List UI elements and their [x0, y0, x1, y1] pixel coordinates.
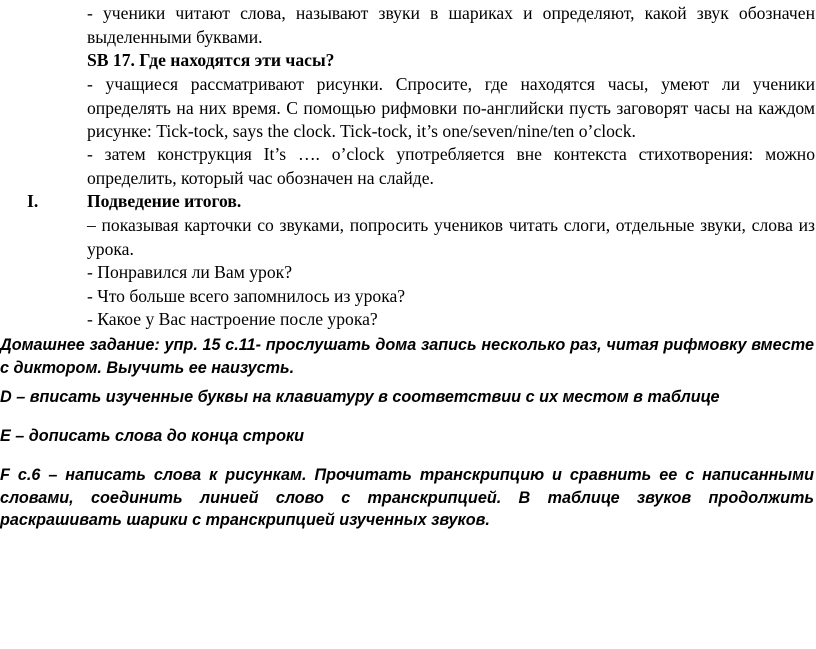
- question-mood-after-lesson: - Какое у Вас настроение после урока?: [87, 309, 378, 329]
- homework-main: Домашнее задание: упр. 15 с.11- прослушать дома запись несколько раз, читая рифмовку вместе с диктором. Выучить ее наизусть.: [0, 336, 814, 377]
- homework-d: D – вписать изученные буквы на клавиатуру в соответствии с их местом в таблице: [0, 388, 720, 406]
- paragraph-students-read-words: - ученики читают слова, называют звуки в шариках и определяют, какой звук обозначен выделенными буквами.: [87, 3, 815, 47]
- paragraph-its-oclock: - затем конструкция It’s …. o’clock употребляется вне контекста стихотворения: можно определить, который час обозначен на слайде.: [87, 144, 815, 188]
- section-heading-summary: Подведение итогов.: [87, 191, 242, 211]
- homework-e: E – дописать слова до конца строки: [0, 427, 305, 445]
- paragraph-show-sound-cards: – показывая карточки со звуками, попросить учеников читать слоги, отдельные звуки, слова из урока.: [87, 215, 815, 259]
- question-remembered-most: - Что больше всего запомнилось из урока?: [87, 286, 406, 306]
- section-numeral: I.: [27, 191, 39, 211]
- paragraph-clock-pictures: - учащиеся рассматривают рисунки. Спросите, где находятся часы, умеют ли ученики определять на них время. С помощью рифмовки по-английски пусть заговорят часы на каждом рисунке: Tick-tock, says the clock. Tick-tock, it’s one/seven/nine/ten o’clock.: [87, 74, 815, 142]
- sb17-heading: SB 17. Где находятся эти часы?: [87, 50, 335, 70]
- homework-f: F с.6 – написать слова к рисункам. Прочитать транскрипцию и сравнить ее с написанными словами, соединить линией слово с транскрипцией. В таблице звуков продолжить раскрашивать шарики с транскрипцией изученных звуков.: [0, 466, 814, 529]
- question-liked-lesson: - Понравился ли Вам урок?: [87, 262, 292, 282]
